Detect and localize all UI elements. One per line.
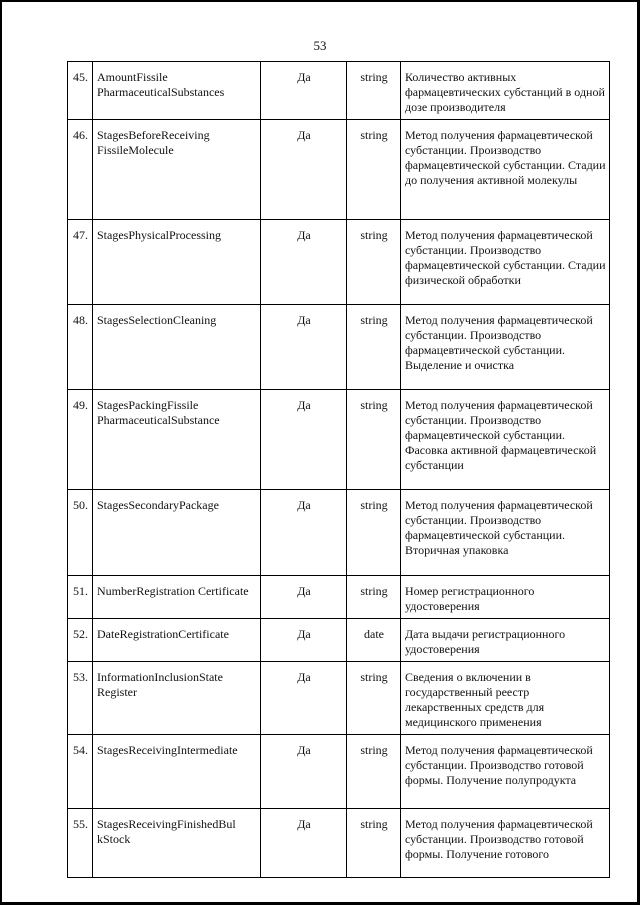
field-description: Метод получения фармацевтической субстанции. Производство готовой формы. Получение полупродукта — [401, 735, 610, 809]
scan-border-left — [0, 0, 2, 905]
field-name: DateRegistrationCertificate — [93, 619, 261, 662]
required-flag: Да — [261, 120, 347, 220]
table-row — [68, 809, 610, 878]
field-name: NumberRegistration Certificate — [93, 576, 261, 619]
field-description: Метод получения фармацевтической субстанции. Производство фармацевтической субстанции. Выделение и очистка — [401, 305, 610, 390]
data-type: string — [347, 120, 401, 220]
required-flag: Да — [261, 662, 347, 735]
field-name: StagesPhysicalProcessing — [93, 220, 261, 305]
required-flag: Да — [261, 305, 347, 390]
required-flag: Да — [261, 220, 347, 305]
field-description: Сведения о включении в государственный реестр лекарственных средств для медицинского применения — [401, 662, 610, 735]
specification-table — [67, 61, 610, 878]
page-number: 53 — [313, 38, 327, 53]
table-row — [68, 120, 610, 220]
field-name: AmountFissile PharmaceuticalSubstances — [93, 62, 261, 120]
table-row — [68, 662, 610, 735]
data-type: string — [347, 305, 401, 390]
row-number: 55. — [68, 809, 93, 878]
row-number: 48. — [68, 305, 93, 390]
field-name: StagesReceivingIntermediate — [93, 735, 261, 809]
scan-border-top — [0, 0, 640, 2]
field-name: InformationInclusionState Register — [93, 662, 261, 735]
table-row — [68, 62, 610, 120]
data-type: string — [347, 62, 401, 120]
field-description: Дата выдачи регистрационного удостоверения — [401, 619, 610, 662]
table-row — [68, 735, 610, 809]
row-number: 53. — [68, 662, 93, 735]
data-type: date — [347, 619, 401, 662]
field-name: StagesSelectionCleaning — [93, 305, 261, 390]
required-flag: Да — [261, 809, 347, 878]
required-flag: Да — [261, 735, 347, 809]
data-type: string — [347, 662, 401, 735]
required-flag: Да — [261, 62, 347, 120]
field-description: Метод получения фармацевтической субстанции. Производство фармацевтической субстанции. Стадии физической обработки — [401, 220, 610, 305]
field-description: Метод получения фармацевтической субстанции. Производство фармацевтической субстанции. Вторичная упаковка — [401, 490, 610, 576]
required-flag: Да — [261, 576, 347, 619]
field-name: StagesSecondaryPackage — [93, 490, 261, 576]
data-type: string — [347, 576, 401, 619]
field-name: StagesReceivingFinishedBul kStock — [93, 809, 261, 878]
data-type: string — [347, 809, 401, 878]
table-row — [68, 490, 610, 576]
row-number: 54. — [68, 735, 93, 809]
row-number: 51. — [68, 576, 93, 619]
data-type: string — [347, 490, 401, 576]
required-flag: Да — [261, 619, 347, 662]
row-number: 50. — [68, 490, 93, 576]
data-type: string — [347, 735, 401, 809]
table-row — [68, 390, 610, 490]
field-name: StagesPackingFissile PharmaceuticalSubstance — [93, 390, 261, 490]
row-number: 49. — [68, 390, 93, 490]
required-flag: Да — [261, 390, 347, 490]
field-description: Номер регистрационного удостоверения — [401, 576, 610, 619]
field-description: Количество активных фармацевтических субстанций в одной дозе производителя — [401, 62, 610, 120]
table-row — [68, 576, 610, 619]
row-number: 47. — [68, 220, 93, 305]
field-description: Метод получения фармацевтической субстанции. Производство фармацевтической субстанции. Фасовка активной фармацевтической субстанции — [401, 390, 610, 490]
data-type: string — [347, 390, 401, 490]
data-type: string — [347, 220, 401, 305]
row-number: 45. — [68, 62, 93, 120]
field-description: Метод получения фармацевтической субстанции. Производство фармацевтической субстанции. Стадии до получения активной молекулы — [401, 120, 610, 220]
row-number: 46. — [68, 120, 93, 220]
table-row — [68, 220, 610, 305]
table-row — [68, 619, 610, 662]
table-row — [68, 305, 610, 390]
required-flag: Да — [261, 490, 347, 576]
row-number: 52. — [68, 619, 93, 662]
field-description: Метод получения фармацевтической субстанции. Производство готовой формы. Получение готового — [401, 809, 610, 878]
field-name: StagesBeforeReceiving FissileMolecule — [93, 120, 261, 220]
